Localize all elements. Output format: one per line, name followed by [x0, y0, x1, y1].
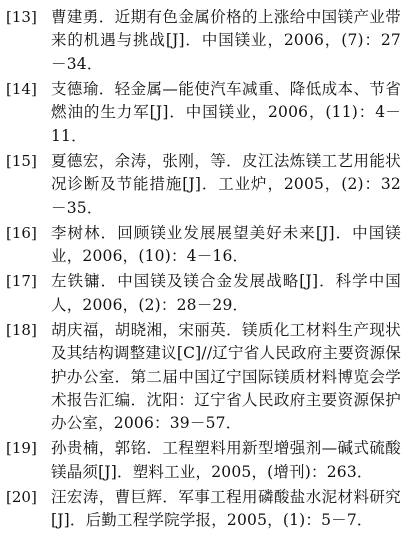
reference-number: [13]	[6, 8, 37, 26]
reference-text: 孙贵楠，郭铭．工程塑料用新型增强剂—碱式硫酸镁晶须[J]．塑料工业，2005，(增刊)：263．	[51, 439, 401, 481]
reference-number: [19]	[6, 439, 37, 458]
reference-item	[6, 319, 401, 436]
reference-text: 左铁镛．中国镁及镁合金发展战略[J]．科学中国人，2006，(2)：28－29．	[51, 272, 401, 314]
reference-item	[6, 78, 401, 148]
reference-number: [18]	[6, 320, 37, 339]
reference-number: [15]	[6, 151, 37, 170]
reference-number: [17]	[6, 272, 37, 291]
reference-item	[6, 6, 401, 76]
reference-text: 李树林．回顾镁业发展展望美好未来[J]．中国镁业，2006，(10)：4－16．	[51, 223, 401, 266]
reference-item	[6, 437, 401, 484]
reference-text: 曹建勇．近期有色金属价格的上涨给中国镁产业带来的机遇与挑战[J]．中国镁业，2006，(7)：27－34．	[51, 8, 401, 73]
reference-number: [20]	[6, 487, 37, 506]
reference-item	[6, 222, 401, 269]
reference-number: [14]	[6, 79, 37, 98]
reference-list	[6, 6, 401, 534]
reference-item	[6, 270, 401, 317]
reference-text: 汪宏涛，曹巨辉．军事工程用磷酸盐水泥材料研究[J]．后勤工程学院学报，2005，(1)：5－7．	[51, 487, 401, 530]
reference-text: 支德瑜．轻金属—能使汽车减重、降低成本、节省燃油的生力军[J]．中国镁业，2006，(11)：4－11．	[51, 79, 401, 145]
reference-text: 夏德宏，余涛，张刚，等．皮江法炼镁工艺用能状况诊断及节能措施[J]．工业炉，2005，(2)：32－35．	[51, 151, 401, 217]
reference-item	[6, 150, 401, 220]
reference-number: [16]	[6, 223, 37, 242]
reference-item	[6, 486, 401, 533]
reference-text: 胡庆福，胡晓湘，宋丽英．镁质化工材料生产现状及其结构调整建议[C]//辽宁省人民政府主要资源保护办公室．第二届中国辽宁国际镁质材料博览会学术报告汇编．沈阳：辽宁省人民政府主要资源保护办公室，2006：39－57．	[51, 320, 401, 433]
